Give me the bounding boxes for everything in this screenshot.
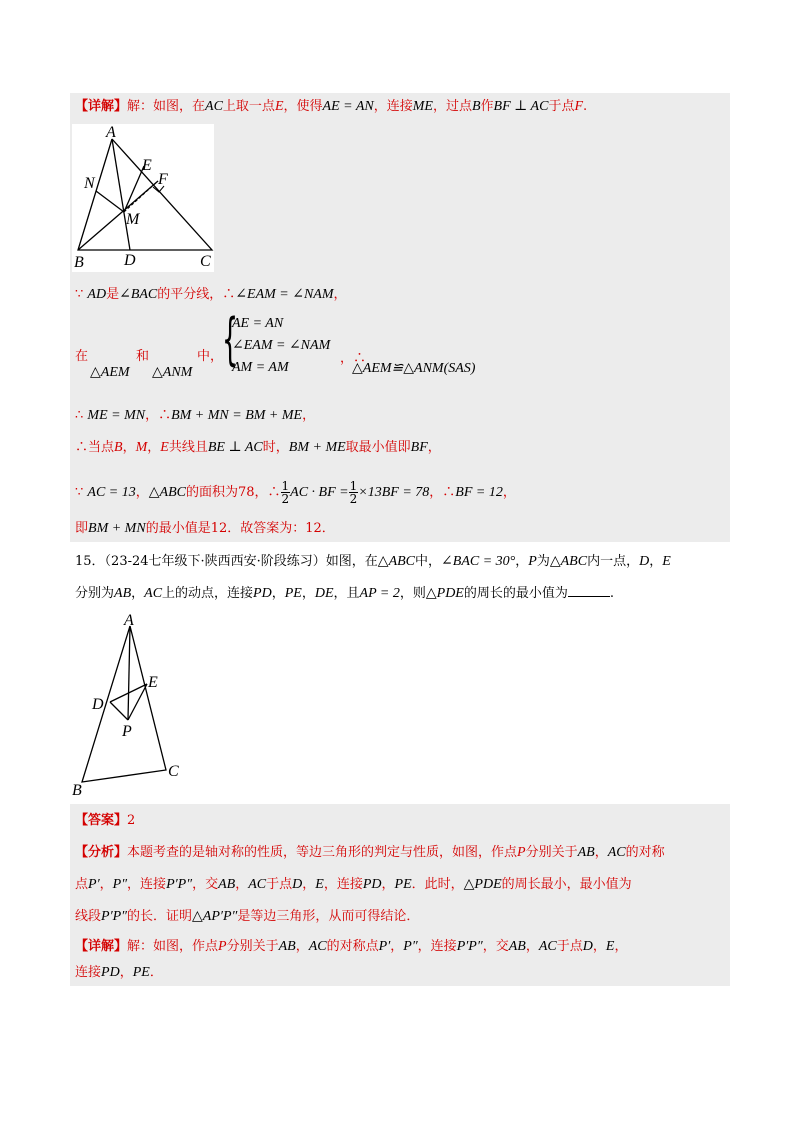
triangle-ANM-label: △ANM xyxy=(152,365,193,380)
detail-line-3-right: ，∴ xyxy=(340,351,367,366)
triangle-AEM-label: △AEM xyxy=(90,365,130,380)
fraction-half-1: $\frac{1}{2}$ xyxy=(281,479,290,506)
answer-line xyxy=(75,810,135,832)
detail2-line-1: 【详解】解：如图，作点P分别关于AB，AC的对称点P′，P″，连接P′P″，交AB，AC于点D，E， xyxy=(75,939,628,954)
fig1-label-B: B xyxy=(74,254,84,271)
fig2-label-E: E xyxy=(148,674,158,691)
question-15-line-1: 15．（23-24七年级下·陕西西安·阶段练习）如图，在△ABC中，∠BAC = 30°，P为△ABC内一点，D，E xyxy=(75,554,671,569)
answer-tag: 【答案】 xyxy=(75,813,128,828)
system-line-2: ∠EAM = ∠NAM xyxy=(232,338,331,353)
figure-2-triangle xyxy=(70,612,190,798)
detail-line-4: ∴ ME = MN，∴BM + MN = BM + ME， xyxy=(75,408,316,423)
answer-blank xyxy=(568,584,610,597)
detail-tag: 【详解】 xyxy=(75,99,128,114)
fig2-label-A: A xyxy=(124,612,134,629)
system-brace: { xyxy=(222,307,239,372)
detail-line-5: ∴当点B，M，E共线且BE ⊥ AC时，BM + ME取最小值即BF， xyxy=(75,440,441,455)
fig1-label-M: M xyxy=(126,211,140,228)
fig1-label-C: C xyxy=(200,253,211,270)
figure-1-triangle xyxy=(72,124,214,272)
detail-line-3-left: 在 和 中， xyxy=(75,349,224,364)
analysis-tag: 【分析】 xyxy=(75,845,128,860)
question-15-line-2: 分别为AB，AC上的动点，连接PD，PE，DE，且AP = 2，则△PDE的周长的最小值为 . xyxy=(75,586,615,601)
fig2-label-D: D xyxy=(92,696,104,713)
fraction-half-2: $\frac{1}{2}$ xyxy=(349,479,358,506)
congruence-result: △AEM≌△ANM(SAS) xyxy=(352,361,476,376)
fig1-label-E: E xyxy=(142,157,152,174)
system-line-3: AM = AM xyxy=(232,360,289,375)
detail-line-1: 【详解】解：如图，在AC上取一点E，使得AE = AN，连接ME，过点B作BF ⊥ AC于点F. xyxy=(75,99,588,114)
fig1-label-F: F xyxy=(158,171,168,188)
detail2-line-2: 连接PD，PE． xyxy=(75,965,163,980)
analysis-line-2: 点P′，P″，连接P′P″，交AB，AC于点D，E，连接PD，PE．此时，△PDE的周长最小，最小值为 xyxy=(75,877,632,892)
fig2-label-B: B xyxy=(72,782,82,798)
answer-value: 2 xyxy=(127,813,136,828)
fig1-label-A: A xyxy=(106,124,116,141)
question-number: 15． xyxy=(75,554,105,569)
detail-line-2: ∵ AD是∠BAC的平分线，∴∠EAM = ∠NAM， xyxy=(75,287,347,302)
fig1-label-D: D xyxy=(124,252,136,269)
detail-line-7: 即BM + MN的最小值是12．故答案为：12． xyxy=(75,521,335,536)
analysis-line-3: 线段P′P″的长．证明△AP′P″是等边三角形，从而可得结论． xyxy=(75,909,420,924)
fig2-label-P: P xyxy=(122,723,132,740)
fig2-label-C: C xyxy=(168,763,179,780)
fig1-label-N: N xyxy=(84,175,95,192)
system-line-1: AE = AN xyxy=(232,316,284,331)
detail-line-6: ∵ AC = 13，△ABC的面积为78，∴ $\frac{1}{2}$ AC · BF = $\frac{1}{2}$ ×13BF = 78，∴BF = 12， xyxy=(75,479,516,506)
analysis-line-1: 【分析】本题考查的是轴对称的性质，等边三角形的判定与性质，如图，作点P分别关于AB，AC的对称 xyxy=(75,845,665,860)
detail2-tag: 【详解】 xyxy=(75,939,128,954)
